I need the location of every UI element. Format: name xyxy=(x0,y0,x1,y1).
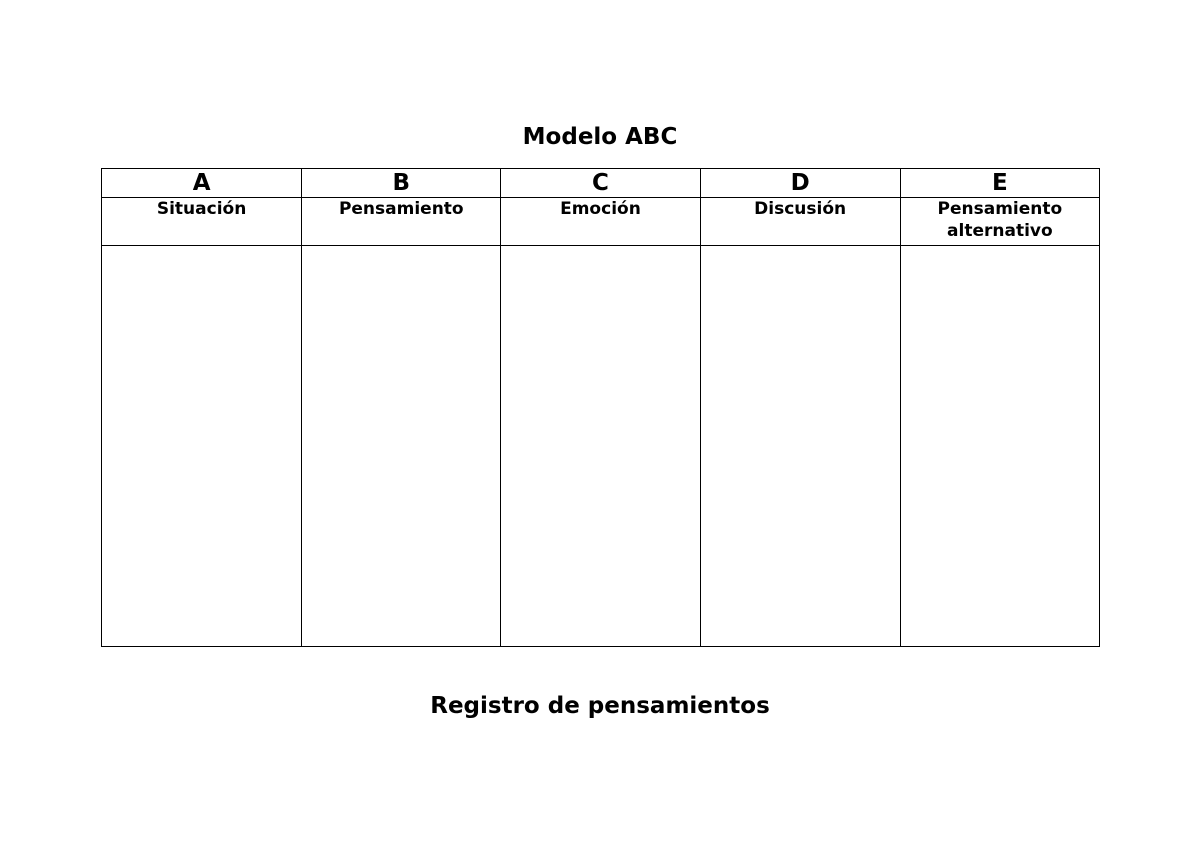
entry-cell-b[interactable] xyxy=(302,246,501,647)
entry-cell-d[interactable] xyxy=(700,246,900,647)
entry-row xyxy=(102,246,1100,647)
column-label-text: Pensamiento alternativo xyxy=(937,199,1063,241)
column-letter-d: D xyxy=(700,169,900,198)
column-label-discusion xyxy=(700,198,900,246)
column-label-emocion xyxy=(501,198,700,246)
column-label-pensamiento xyxy=(302,198,501,246)
column-label-pensamiento-alternativo xyxy=(900,198,1099,246)
column-label-text: Discusión xyxy=(754,199,847,219)
column-label-text: Situación xyxy=(156,199,247,219)
column-letter-b: B xyxy=(302,169,501,198)
column-letter-e: E xyxy=(900,169,1099,198)
column-letter-c: C xyxy=(501,169,700,198)
letter-header-row xyxy=(102,169,1100,198)
label-header-row xyxy=(102,198,1100,246)
column-letter-a: A xyxy=(102,169,302,198)
column-label-text: Emoción xyxy=(560,199,641,219)
column-label-situacion xyxy=(102,198,302,246)
abc-table xyxy=(101,168,1100,647)
document-title: Modelo ABC xyxy=(522,124,678,150)
document-footer-title: Registro de pensamientos xyxy=(430,693,770,719)
entry-cell-a[interactable] xyxy=(102,246,302,647)
column-label-text: Pensamiento xyxy=(338,199,464,219)
entry-cell-e[interactable] xyxy=(900,246,1099,647)
entry-cell-c[interactable] xyxy=(501,246,700,647)
